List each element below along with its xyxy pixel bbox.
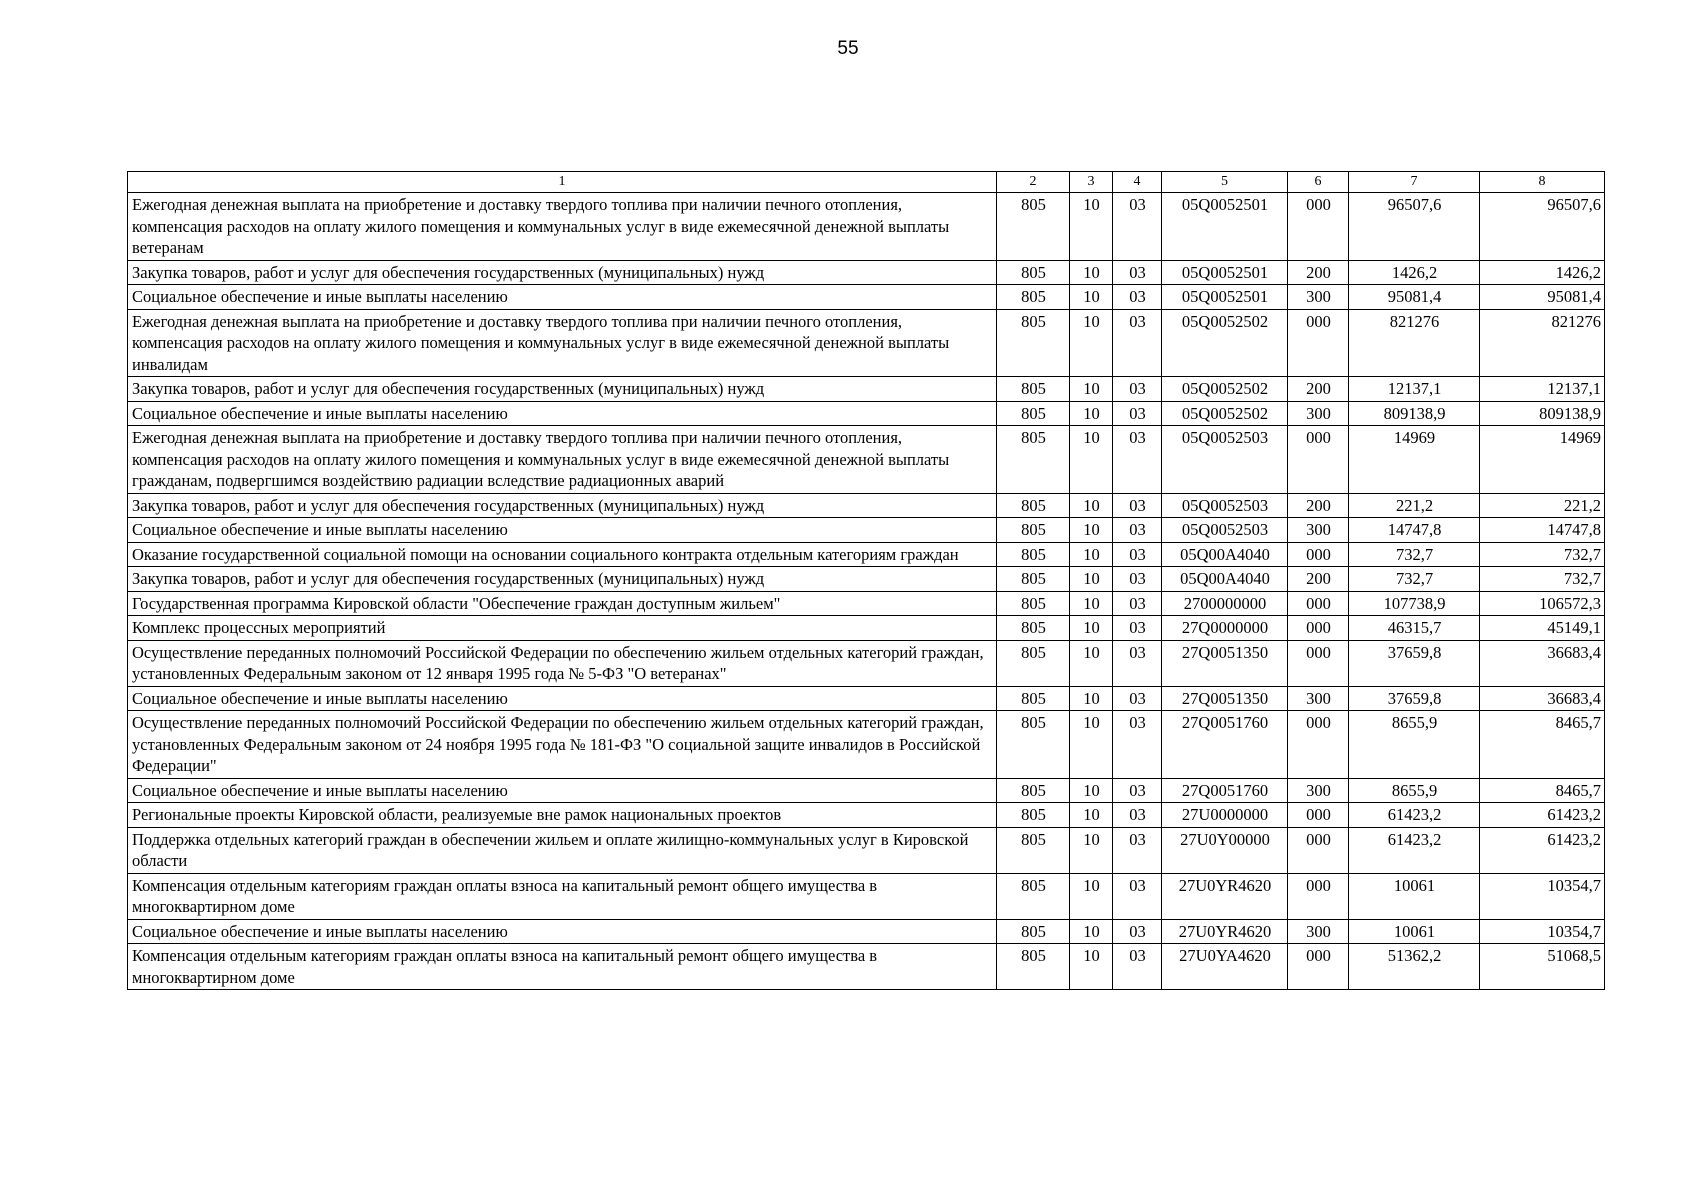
row-subsection: 03 (1113, 285, 1162, 310)
row-target-article: 27Q0051350 (1162, 640, 1288, 686)
row-name: Закупка товаров, работ и услуг для обеспечения государственных (муниципальных) нужд (128, 567, 997, 592)
row-name: Государственная программа Кировской области "Обеспечение граждан доступным жильем" (128, 591, 997, 616)
row-subsection: 03 (1113, 493, 1162, 518)
header-col-1: 1 (128, 172, 997, 193)
row-expense-type: 200 (1288, 567, 1349, 592)
row-section: 10 (1070, 518, 1113, 543)
row-amount-year1: 8655,9 (1349, 711, 1480, 779)
row-amount-year1: 732,7 (1349, 542, 1480, 567)
row-expense-type: 000 (1288, 193, 1349, 261)
table-row (128, 616, 1605, 641)
row-expense-type: 000 (1288, 309, 1349, 377)
row-target-article: 05Q0052501 (1162, 285, 1288, 310)
row-admin-code: 805 (997, 493, 1070, 518)
row-target-article: 05Q0052503 (1162, 493, 1288, 518)
table-row (128, 567, 1605, 592)
row-target-article: 05Q0052502 (1162, 377, 1288, 402)
row-section: 10 (1070, 193, 1113, 261)
table-row (128, 285, 1605, 310)
page-number: 55 (837, 38, 859, 59)
row-amount-year1: 51362,2 (1349, 944, 1480, 990)
row-admin-code: 805 (997, 711, 1070, 779)
row-expense-type: 000 (1288, 616, 1349, 641)
row-admin-code: 805 (997, 285, 1070, 310)
row-amount-year1: 10061 (1349, 873, 1480, 919)
row-name: Социальное обеспечение и иные выплаты населению (128, 285, 997, 310)
row-amount-year2: 95081,4 (1480, 285, 1605, 310)
row-name: Осуществление переданных полномочий Российской Федерации по обеспечению жильем отдельных категорий граждан, установленных Федеральным законом от 12 января 1995 года № 5-ФЗ "О ветеранах" (128, 640, 997, 686)
row-name: Региональные проекты Кировской области, реализуемые вне рамок национальных проектов (128, 803, 997, 828)
header-col-6: 6 (1288, 172, 1349, 193)
row-target-article: 05Q0052503 (1162, 518, 1288, 543)
row-name: Закупка товаров, работ и услуг для обеспечения государственных (муниципальных) нужд (128, 377, 997, 402)
row-subsection: 03 (1113, 542, 1162, 567)
row-amount-year1: 107738,9 (1349, 591, 1480, 616)
row-amount-year2: 10354,7 (1480, 919, 1605, 944)
header-row (128, 172, 1605, 193)
row-amount-year2: 45149,1 (1480, 616, 1605, 641)
row-expense-type: 300 (1288, 401, 1349, 426)
row-name: Закупка товаров, работ и услуг для обеспечения государственных (муниципальных) нужд (128, 260, 997, 285)
row-amount-year1: 12137,1 (1349, 377, 1480, 402)
row-section: 10 (1070, 803, 1113, 828)
row-subsection: 03 (1113, 873, 1162, 919)
row-admin-code: 805 (997, 518, 1070, 543)
row-admin-code: 805 (997, 640, 1070, 686)
row-name: Социальное обеспечение и иные выплаты населению (128, 919, 997, 944)
header-col-2: 2 (997, 172, 1070, 193)
row-target-article: 27U0YR4620 (1162, 873, 1288, 919)
row-amount-year1: 10061 (1349, 919, 1480, 944)
row-name: Ежегодная денежная выплата на приобретение и доставку твердого топлива при наличии печного отопления, компенсация расходов на оплату жилого помещения и коммунальных услуг в виде ежемесячной денежной выплаты ветеранам (128, 193, 997, 261)
row-amount-year1: 14747,8 (1349, 518, 1480, 543)
row-amount-year2: 8465,7 (1480, 711, 1605, 779)
row-amount-year1: 8655,9 (1349, 778, 1480, 803)
row-amount-year2: 51068,5 (1480, 944, 1605, 990)
row-admin-code: 805 (997, 616, 1070, 641)
row-amount-year2: 61423,2 (1480, 803, 1605, 828)
row-amount-year1: 821276 (1349, 309, 1480, 377)
row-section: 10 (1070, 919, 1113, 944)
table-row (128, 401, 1605, 426)
row-subsection: 03 (1113, 803, 1162, 828)
row-amount-year2: 14969 (1480, 426, 1605, 494)
table-body (128, 193, 1605, 990)
row-amount-year1: 95081,4 (1349, 285, 1480, 310)
row-admin-code: 805 (997, 260, 1070, 285)
row-section: 10 (1070, 285, 1113, 310)
row-name: Закупка товаров, работ и услуг для обеспечения государственных (муниципальных) нужд (128, 493, 997, 518)
row-name: Социальное обеспечение и иные выплаты населению (128, 518, 997, 543)
row-admin-code: 805 (997, 873, 1070, 919)
header-col-8: 8 (1480, 172, 1605, 193)
row-section: 10 (1070, 873, 1113, 919)
row-amount-year2: 732,7 (1480, 542, 1605, 567)
row-admin-code: 805 (997, 803, 1070, 828)
table-row (128, 591, 1605, 616)
row-subsection: 03 (1113, 919, 1162, 944)
row-amount-year2: 809138,9 (1480, 401, 1605, 426)
row-amount-year2: 1426,2 (1480, 260, 1605, 285)
row-admin-code: 805 (997, 827, 1070, 873)
row-target-article: 27U0Y00000 (1162, 827, 1288, 873)
row-section: 10 (1070, 426, 1113, 494)
table-row (128, 803, 1605, 828)
row-target-article: 05Q0052501 (1162, 260, 1288, 285)
row-amount-year1: 46315,7 (1349, 616, 1480, 641)
row-name: Социальное обеспечение и иные выплаты населению (128, 686, 997, 711)
table-row (128, 193, 1605, 261)
row-subsection: 03 (1113, 686, 1162, 711)
row-section: 10 (1070, 309, 1113, 377)
table-row (128, 493, 1605, 518)
row-admin-code: 805 (997, 591, 1070, 616)
row-expense-type: 200 (1288, 260, 1349, 285)
row-section: 10 (1070, 377, 1113, 402)
row-amount-year1: 809138,9 (1349, 401, 1480, 426)
row-amount-year2: 14747,8 (1480, 518, 1605, 543)
row-target-article: 27U0YA4620 (1162, 944, 1288, 990)
row-subsection: 03 (1113, 401, 1162, 426)
row-section: 10 (1070, 616, 1113, 641)
row-expense-type: 300 (1288, 919, 1349, 944)
row-subsection: 03 (1113, 309, 1162, 377)
row-amount-year2: 221,2 (1480, 493, 1605, 518)
row-amount-year2: 106572,3 (1480, 591, 1605, 616)
row-target-article: 05Q00A4040 (1162, 567, 1288, 592)
row-section: 10 (1070, 640, 1113, 686)
row-section: 10 (1070, 542, 1113, 567)
row-subsection: 03 (1113, 591, 1162, 616)
row-amount-year2: 36683,4 (1480, 686, 1605, 711)
row-amount-year2: 8465,7 (1480, 778, 1605, 803)
row-target-article: 27U0000000 (1162, 803, 1288, 828)
row-subsection: 03 (1113, 944, 1162, 990)
row-subsection: 03 (1113, 193, 1162, 261)
row-expense-type: 000 (1288, 803, 1349, 828)
row-section: 10 (1070, 686, 1113, 711)
row-subsection: 03 (1113, 377, 1162, 402)
row-section: 10 (1070, 827, 1113, 873)
row-target-article: 05Q0052501 (1162, 193, 1288, 261)
row-amount-year1: 37659,8 (1349, 686, 1480, 711)
row-expense-type: 000 (1288, 542, 1349, 567)
row-name: Компенсация отдельным категориям граждан оплаты взноса на капитальный ремонт общего имущества в многоквартирном доме (128, 944, 997, 990)
row-target-article: 05Q00A4040 (1162, 542, 1288, 567)
row-amount-year1: 96507,6 (1349, 193, 1480, 261)
table-row (128, 426, 1605, 494)
row-amount-year1: 61423,2 (1349, 827, 1480, 873)
row-name: Поддержка отдельных категорий граждан в обеспечении жильем и оплате жилищно-коммунальных услуг в Кировской области (128, 827, 997, 873)
row-amount-year2: 12137,1 (1480, 377, 1605, 402)
row-expense-type: 200 (1288, 377, 1349, 402)
row-admin-code: 805 (997, 426, 1070, 494)
row-name: Компенсация отдельным категориям граждан оплаты взноса на капитальный ремонт общего имущества в многоквартирном доме (128, 873, 997, 919)
row-admin-code: 805 (997, 686, 1070, 711)
row-section: 10 (1070, 711, 1113, 779)
row-name: Осуществление переданных полномочий Российской Федерации по обеспечению жильем отдельных категорий граждан, установленных Федеральным законом от 24 ноября 1995 года № 181-ФЗ "О социальной защите инвалидов в Российской Федерации" (128, 711, 997, 779)
row-name: Социальное обеспечение и иные выплаты населению (128, 778, 997, 803)
row-section: 10 (1070, 567, 1113, 592)
row-amount-year1: 732,7 (1349, 567, 1480, 592)
row-expense-type: 000 (1288, 873, 1349, 919)
row-subsection: 03 (1113, 616, 1162, 641)
row-subsection: 03 (1113, 567, 1162, 592)
row-amount-year2: 61423,2 (1480, 827, 1605, 873)
row-admin-code: 805 (997, 542, 1070, 567)
row-amount-year1: 61423,2 (1349, 803, 1480, 828)
row-amount-year1: 221,2 (1349, 493, 1480, 518)
row-admin-code: 805 (997, 377, 1070, 402)
table-row (128, 944, 1605, 990)
row-expense-type: 000 (1288, 827, 1349, 873)
row-target-article: 05Q0052502 (1162, 401, 1288, 426)
row-target-article: 27Q0051760 (1162, 711, 1288, 779)
header-col-7: 7 (1349, 172, 1480, 193)
row-subsection: 03 (1113, 640, 1162, 686)
row-subsection: 03 (1113, 260, 1162, 285)
row-expense-type: 300 (1288, 285, 1349, 310)
row-admin-code: 805 (997, 567, 1070, 592)
header-col-3: 3 (1070, 172, 1113, 193)
table-row (128, 377, 1605, 402)
row-name: Социальное обеспечение и иные выплаты населению (128, 401, 997, 426)
row-amount-year2: 732,7 (1480, 567, 1605, 592)
row-name: Ежегодная денежная выплата на приобретение и доставку твердого топлива при наличии печного отопления, компенсация расходов на оплату жилого помещения и коммунальных услуг в виде ежемесячной денежной выплаты инвалидам (128, 309, 997, 377)
row-amount-year2: 36683,4 (1480, 640, 1605, 686)
table-row (128, 919, 1605, 944)
header-col-4: 4 (1113, 172, 1162, 193)
row-section: 10 (1070, 778, 1113, 803)
row-amount-year2: 821276 (1480, 309, 1605, 377)
row-amount-year2: 10354,7 (1480, 873, 1605, 919)
row-expense-type: 000 (1288, 591, 1349, 616)
table-row (128, 873, 1605, 919)
row-section: 10 (1070, 260, 1113, 285)
row-section: 10 (1070, 493, 1113, 518)
row-admin-code: 805 (997, 309, 1070, 377)
row-amount-year1: 14969 (1349, 426, 1480, 494)
table-row (128, 827, 1605, 873)
row-amount-year1: 37659,8 (1349, 640, 1480, 686)
row-target-article: 05Q0052503 (1162, 426, 1288, 494)
header-col-5: 5 (1162, 172, 1288, 193)
row-target-article: 27Q0051760 (1162, 778, 1288, 803)
row-name: Комплекс процессных мероприятий (128, 616, 997, 641)
row-subsection: 03 (1113, 426, 1162, 494)
row-target-article: 27Q0051350 (1162, 686, 1288, 711)
table-row (128, 518, 1605, 543)
row-target-article: 2700000000 (1162, 591, 1288, 616)
table-row (128, 542, 1605, 567)
budget-table (127, 171, 1605, 990)
row-expense-type: 300 (1288, 518, 1349, 543)
row-expense-type: 300 (1288, 778, 1349, 803)
row-expense-type: 000 (1288, 944, 1349, 990)
row-section: 10 (1070, 944, 1113, 990)
table-row (128, 711, 1605, 779)
row-subsection: 03 (1113, 711, 1162, 779)
row-expense-type: 000 (1288, 640, 1349, 686)
row-expense-type: 200 (1288, 493, 1349, 518)
row-name: Оказание государственной социальной помощи на основании социального контракта отдельным категориям граждан (128, 542, 997, 567)
table-row (128, 640, 1605, 686)
row-section: 10 (1070, 401, 1113, 426)
table-row (128, 260, 1605, 285)
table-row (128, 778, 1605, 803)
row-admin-code: 805 (997, 944, 1070, 990)
row-admin-code: 805 (997, 778, 1070, 803)
row-expense-type: 000 (1288, 711, 1349, 779)
row-target-article: 27Q0000000 (1162, 616, 1288, 641)
row-expense-type: 300 (1288, 686, 1349, 711)
row-section: 10 (1070, 591, 1113, 616)
row-target-article: 27U0YR4620 (1162, 919, 1288, 944)
row-admin-code: 805 (997, 401, 1070, 426)
row-target-article: 05Q0052502 (1162, 309, 1288, 377)
row-amount-year1: 1426,2 (1349, 260, 1480, 285)
row-expense-type: 000 (1288, 426, 1349, 494)
row-subsection: 03 (1113, 827, 1162, 873)
row-name: Ежегодная денежная выплата на приобретение и доставку твердого топлива при наличии печного отопления, компенсация расходов на оплату жилого помещения и коммунальных услуг в виде ежемесячной денежной выплаты гражданам, подвергшимся воздействию радиации вследствие радиационных аварий (128, 426, 997, 494)
row-subsection: 03 (1113, 778, 1162, 803)
row-subsection: 03 (1113, 518, 1162, 543)
row-admin-code: 805 (997, 919, 1070, 944)
table-row (128, 309, 1605, 377)
table-row (128, 686, 1605, 711)
row-amount-year2: 96507,6 (1480, 193, 1605, 261)
row-admin-code: 805 (997, 193, 1070, 261)
